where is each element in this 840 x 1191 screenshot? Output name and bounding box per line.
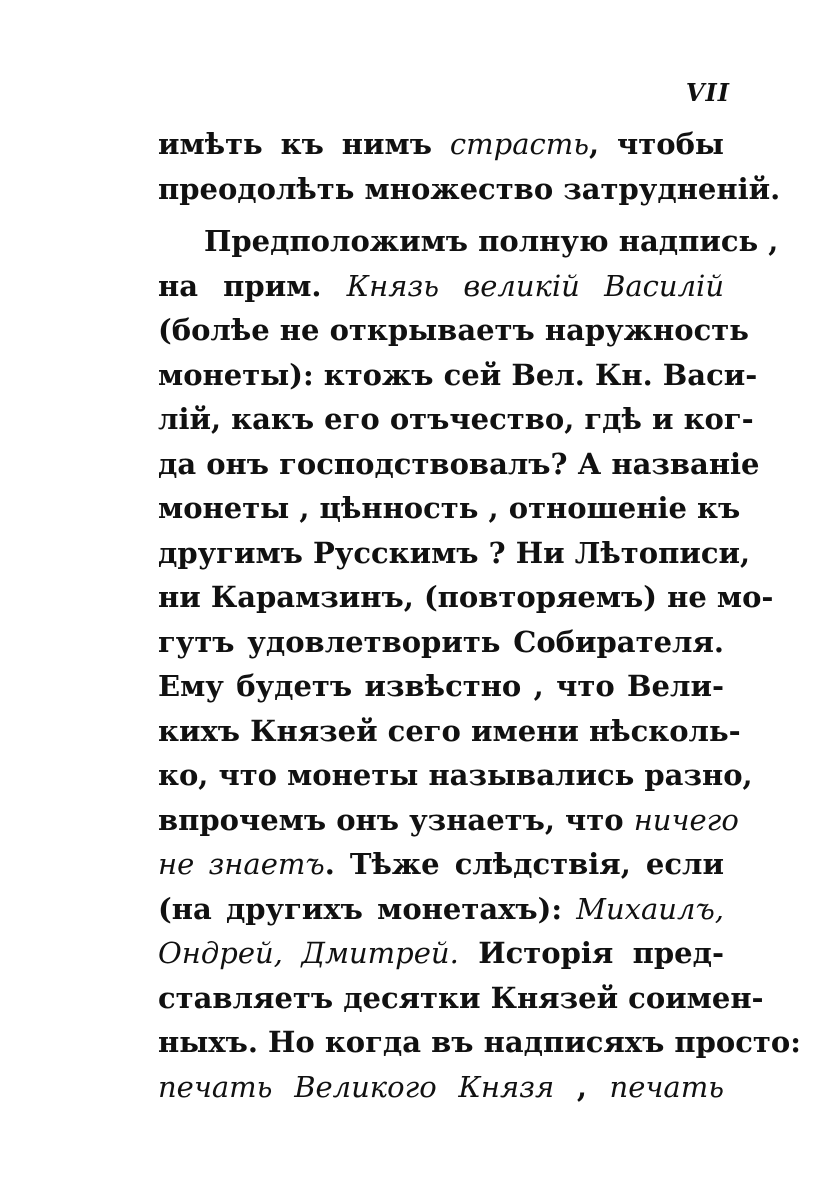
text-line xyxy=(158,664,724,709)
text-line xyxy=(158,798,739,843)
italic-text: печать Великого Князя xyxy=(158,1069,555,1104)
text-line xyxy=(158,1065,724,1110)
text-span: другимъ Русскимъ ? Ни Лѣтописи, xyxy=(158,535,751,570)
text-line xyxy=(158,486,741,531)
text-span: кихъ Князей сего имени нѣсколь- xyxy=(158,713,741,748)
text-span: ныхъ. Но когда въ надписяхъ просто: xyxy=(158,1025,801,1059)
text-line xyxy=(158,1020,801,1065)
text-line xyxy=(158,264,724,309)
text-line xyxy=(158,709,741,754)
page-number: VII xyxy=(685,78,730,107)
text-span: , xyxy=(554,1069,610,1104)
italic-text: Михаилъ, xyxy=(576,891,724,926)
text-line xyxy=(158,308,749,353)
italic-text: Князь великій Василій xyxy=(346,268,724,303)
text-line xyxy=(158,976,764,1021)
text-span: монеты , цѣнность , отношеніе къ xyxy=(158,491,741,525)
text-line xyxy=(158,887,724,932)
text-line xyxy=(158,753,753,798)
text-line xyxy=(158,575,774,620)
text-span: Ему будетъ извѣстно , что Вели- xyxy=(158,669,724,703)
text-span: ставляетъ десятки Князей соимен- xyxy=(158,980,764,1015)
text-span: гутъ удовлетворить Собирателя. xyxy=(158,624,724,659)
text-span: лій, какъ его отъчество, гдѣ и ког- xyxy=(158,402,754,436)
text-span: . Тѣже слѣдствія, если xyxy=(324,847,724,881)
text-line xyxy=(158,219,779,264)
text-line xyxy=(158,620,724,665)
italic-text: ничего xyxy=(633,802,739,837)
text-span: да онъ господствовалъ? А названіе xyxy=(158,446,760,481)
text-span: ко, что монеты назывались разно, xyxy=(158,758,753,792)
body-text xyxy=(158,122,801,1109)
text-line xyxy=(158,397,754,442)
text-line xyxy=(158,531,751,576)
italic-text: печать xyxy=(609,1069,724,1104)
text-line xyxy=(158,122,724,167)
text-line xyxy=(158,931,724,976)
text-span: (на другихъ монетахъ): xyxy=(158,891,577,926)
italic-text: Ондрей, Дмитрей. xyxy=(158,936,459,970)
text-span: Предположимъ полную надпись , xyxy=(204,224,779,258)
text-span: , чтобы xyxy=(589,127,724,161)
italic-text: не знаетъ xyxy=(158,847,325,881)
text-span: впрочемъ онъ узнаетъ, что xyxy=(158,802,634,837)
text-line xyxy=(158,442,760,487)
text-span: преодолѣть множество затрудненій. xyxy=(158,171,781,206)
text-span: имѣть къ нимъ xyxy=(158,127,450,161)
text-span: на прим. xyxy=(158,268,347,303)
italic-text: страсть xyxy=(449,127,590,161)
text-span: Исторія пред- xyxy=(458,936,724,970)
text-line xyxy=(158,353,758,398)
text-line xyxy=(158,842,724,887)
text-line xyxy=(158,167,781,212)
text-span: монеты): ктожъ сей Вел. Кн. Васи- xyxy=(158,357,758,392)
text-span: (болѣе не открываетъ наружность xyxy=(158,313,749,347)
text-span: ни Карамзинъ, (повторяемъ) не мо- xyxy=(158,580,774,614)
